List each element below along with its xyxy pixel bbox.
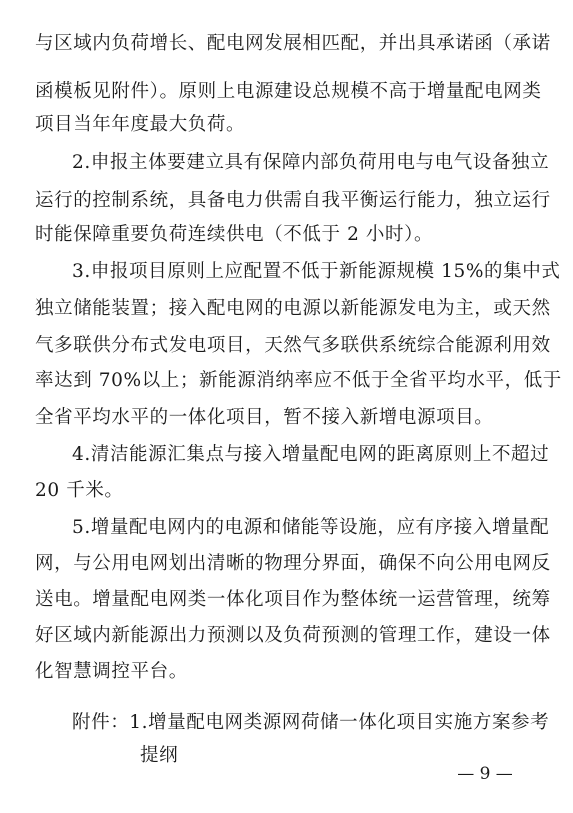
paragraph-3-line-1: 3.申报项目原则上应配置不低于新能源规模 15%的集中式 bbox=[72, 261, 561, 282]
paragraph-4-line-1: 4.清洁能源汇集点与接入增量配电网的距离原则上不超过 bbox=[72, 444, 550, 465]
attachment-line-1: 附件：1.增量配电网类源网荷储一体化项目实施方案参考 bbox=[72, 712, 550, 733]
paragraph-1-line-1: 与区域内负荷增长、配电网发展相匹配，并出具承诺函（承诺 bbox=[35, 33, 551, 54]
attachment-line-2: 提纲 bbox=[140, 745, 179, 766]
paragraph-1-line-2: 函模板见附件）。原则上电源建设总规模不高于增量配电网类 bbox=[35, 81, 542, 102]
paragraph-5-line-3: 送电。增量配电网类一体化项目作为整体统一运营管理，统筹 bbox=[35, 589, 551, 610]
paragraph-3-line-4: 率达到 70%以上；新能源消纳率应不低于全省平均水平，低于 bbox=[35, 370, 562, 391]
paragraph-5-line-2: 网，与公用电网划出清晰的物理分界面，确保不向公用电网反 bbox=[35, 553, 551, 574]
paragraph-5-line-5: 化智慧调控平台。 bbox=[35, 661, 188, 682]
paragraph-5-line-4: 好区域内新能源出力预测以及负荷预测的管理工作，建设一体 bbox=[35, 625, 551, 646]
paragraph-5-line-1: 5.增量配电网内的电源和储能等设施，应有序接入增量配 bbox=[72, 517, 550, 538]
paragraph-3-line-2: 独立储能装置；接入配电网的电源以新能源发电为主，或天然 bbox=[35, 298, 551, 319]
paragraph-2-line-1: 2.申报主体要建立具有保障内部负荷用电与电气设备独立 bbox=[72, 152, 550, 173]
paragraph-3-line-3: 气多联供分布式发电项目，天然气多联供系统综合能源利用效 bbox=[35, 335, 551, 356]
paragraph-3-line-5: 全省平均水平的一体化项目，暂不接入新增电源项目。 bbox=[35, 407, 494, 428]
paragraph-4-line-2: 20 千米。 bbox=[35, 480, 124, 501]
paragraph-2-line-2: 运行的控制系统，具备电力供需自我平衡运行能力，独立运行 bbox=[35, 190, 551, 211]
page-number: — 9 — bbox=[457, 764, 513, 784]
paragraph-2-line-3: 时能保障重要负荷连续供电（不低于 2 小时）。 bbox=[35, 224, 434, 245]
paragraph-1-line-3: 项目当年年度最大负荷。 bbox=[35, 114, 246, 135]
